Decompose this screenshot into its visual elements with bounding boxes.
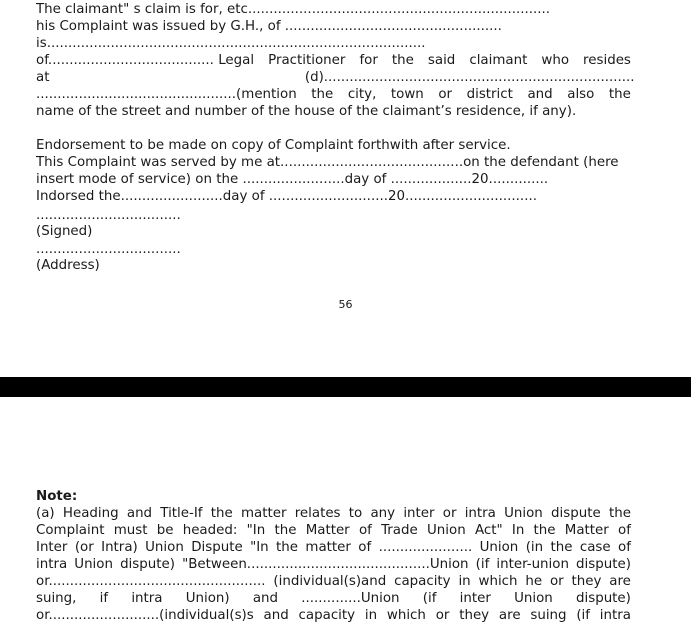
text-line-justified: (a) Heading and Title-If the matter relates to any inter or intra Union dispute the: [36, 506, 631, 521]
text-line: insert mode of service) on the ........................day of ...................20..............: [36, 172, 549, 187]
text-line: name of the street and number of the house of the claimant’s residence, if any).: [36, 104, 577, 119]
text-line-justified: suing, if intra Union) and ..............Union (if inter Union dispute): [36, 591, 631, 606]
text-line-justified: Inter (or Intra) Union Dispute "In the matter of ...................... Union (in the case of: [36, 540, 631, 555]
text-line: This Complaint was served by me at...........................................on the defendant (here: [36, 155, 619, 170]
text-line: is.........................................................................................: [36, 36, 426, 51]
text-line-justified: or................................................... (individual(s)and capacity in which he or they are: [36, 574, 631, 589]
note-heading: Note:: [36, 489, 78, 504]
text-line-justified: ...............................................(mention the city, town or district and also the: [36, 87, 631, 102]
signature-dots: ..................................: [36, 208, 181, 223]
address-label: (Address): [36, 258, 100, 273]
page-separator: [0, 377, 691, 397]
text-line: Indorsed the........................day of ............................20...............................: [36, 189, 537, 204]
text-line: his Complaint was issued by G.H., of ...................................................: [36, 19, 502, 34]
text-line-justified: Complaint must be headed: "In the Matter of Trade Union Act" In the Matter of: [36, 523, 631, 538]
signed-label: (Signed): [36, 224, 93, 239]
page-number: 56: [338, 298, 353, 311]
text-line-justified: intra Union dispute) "Between...........................................Union (if inter-union dispute): [36, 557, 631, 572]
address-dots: ..................................: [36, 242, 181, 257]
text-line: at (d).........................................................................: [36, 70, 635, 85]
text-line: Endorsement to be made on copy of Complaint forthwith after service.: [36, 138, 511, 153]
document-page-next: [0, 397, 691, 623]
text-line-justified: of....................................... Legal Practitioner for the said claimant who resides: [36, 53, 631, 68]
text-line-justified: or..........................(individual(s)s and capacity in which or they are suing (if intra: [36, 608, 631, 623]
text-line: The claimant" s claim is for, etc.......................................................................: [36, 2, 551, 17]
